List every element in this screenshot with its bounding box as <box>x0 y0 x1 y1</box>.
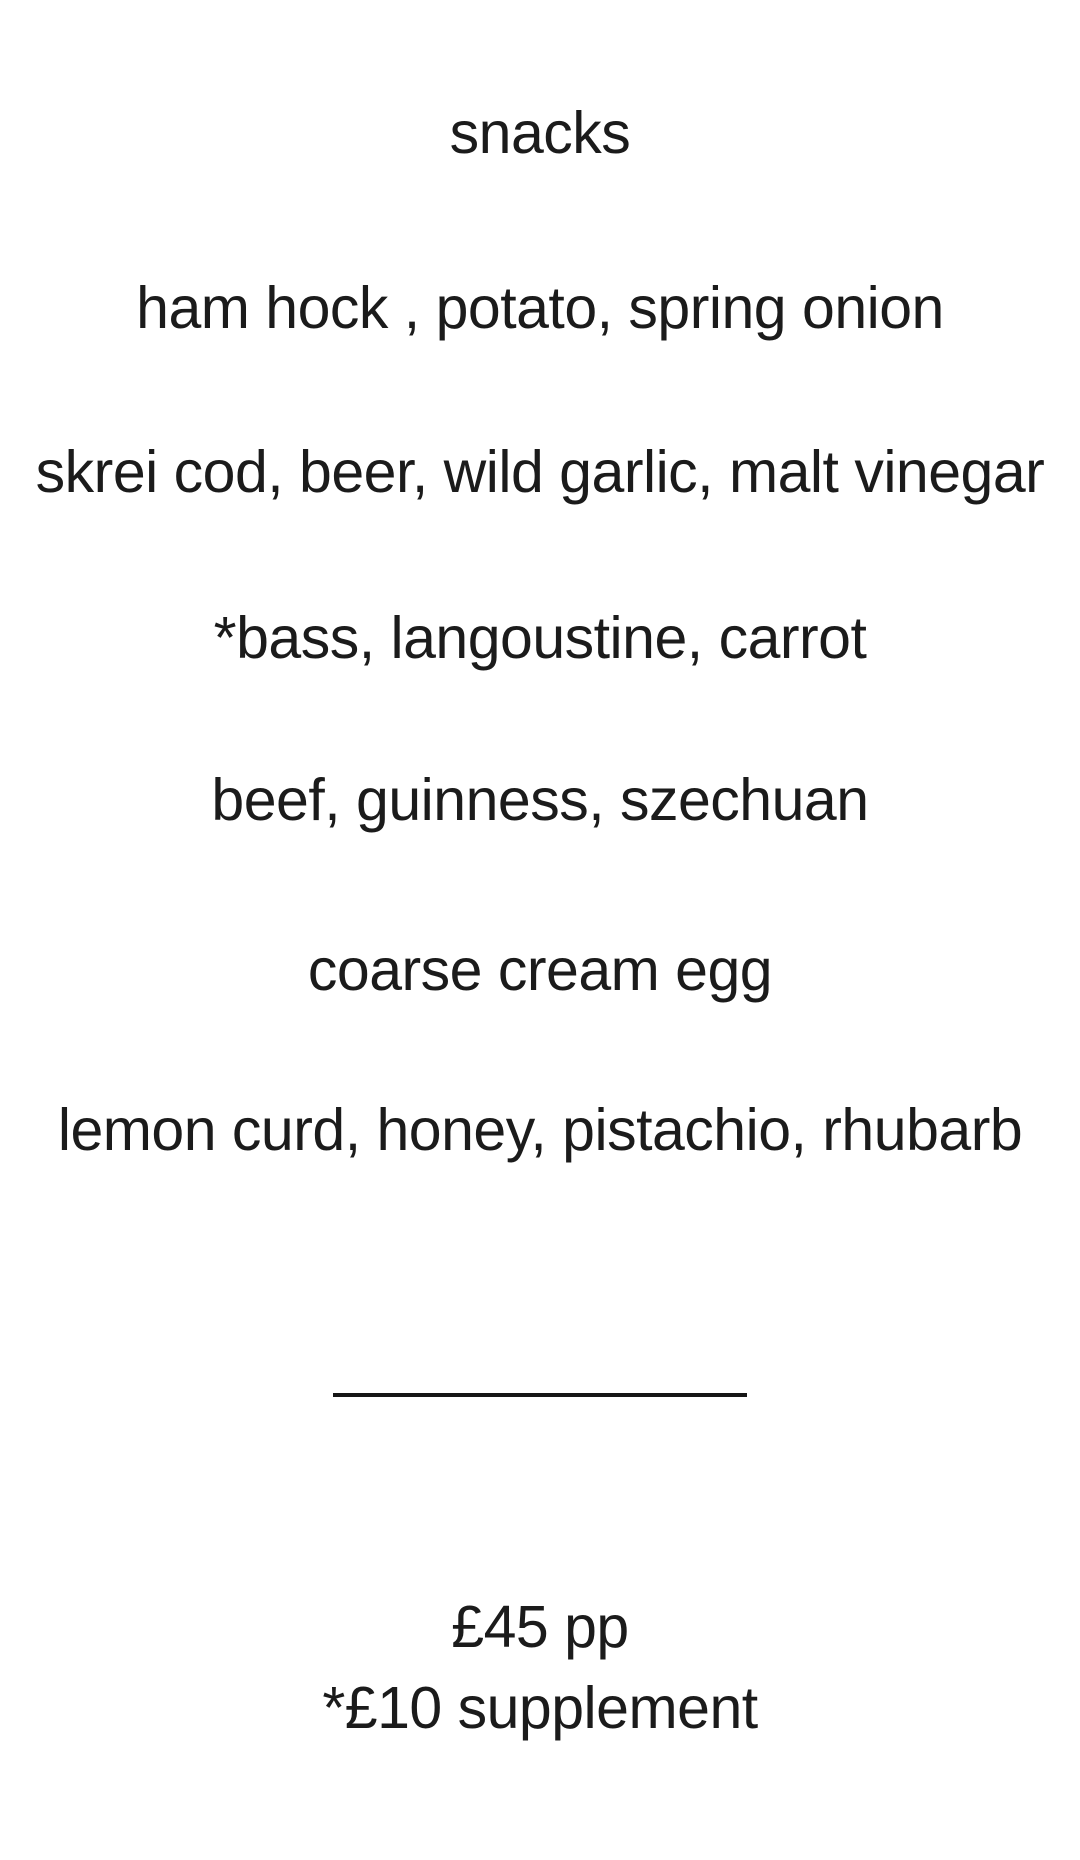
menu-item: lemon curd, honey, pistachio, rhubarb <box>57 1097 1023 1163</box>
menu-item: ham hock , potato, spring onion <box>136 275 944 341</box>
divider <box>333 1393 747 1397</box>
menu-price: £45 pp <box>451 1594 629 1660</box>
menu-item: *bass, langoustine, carrot <box>213 605 867 671</box>
menu-item: coarse cream egg <box>307 937 773 1003</box>
menu-section-title: snacks <box>449 100 631 166</box>
menu-supplement-note: *£10 supplement <box>322 1675 758 1741</box>
menu-item: skrei cod, beer, wild garlic, malt vinegar <box>35 439 1045 505</box>
menu-item: beef, guinness, szechuan <box>211 767 869 833</box>
